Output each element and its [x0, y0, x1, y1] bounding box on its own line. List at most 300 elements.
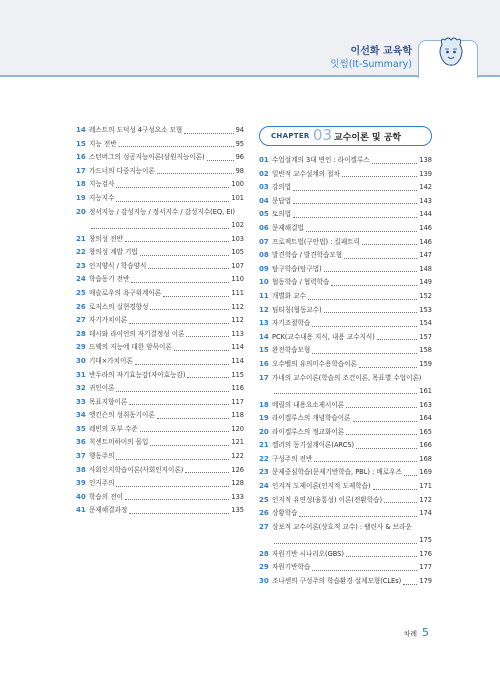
toc-number: 35 [76, 424, 86, 433]
leader-dots [353, 421, 418, 422]
leader-dots [140, 431, 230, 432]
toc-entry[interactable] [259, 575, 432, 589]
toc-entry[interactable] [76, 301, 244, 315]
toc-title: 학습동기 전반 [89, 275, 130, 284]
toc-page: 128 [231, 479, 244, 488]
leader-dots [274, 543, 417, 544]
toc-page: 146 [419, 223, 432, 232]
toc-entry[interactable] [76, 206, 244, 233]
toc-title: 스턴버그의 성공지능이론(삼원지능이론) [89, 153, 205, 162]
toc-page: 114 [231, 343, 244, 352]
toc-entry[interactable] [259, 331, 432, 345]
toc-entry[interactable] [76, 436, 244, 450]
leader-dots [293, 217, 417, 218]
toc-number: 06 [259, 223, 269, 232]
toc-entry[interactable] [259, 304, 432, 318]
toc-entry[interactable] [259, 208, 432, 222]
toc-entry[interactable] [76, 165, 244, 179]
toc-entry[interactable] [259, 480, 432, 494]
toc-entry[interactable] [259, 344, 432, 358]
leader-dots [185, 472, 229, 473]
leader-dots [129, 323, 229, 324]
toc-entry[interactable] [76, 178, 244, 192]
toc-entry[interactable] [76, 423, 244, 437]
leader-dots [116, 187, 229, 188]
toc-number: 16 [259, 359, 269, 368]
toc-entry[interactable] [76, 369, 244, 383]
toc-title: 레빈의 포부 수준 [89, 424, 138, 433]
chapter-number: 03 [313, 126, 333, 144]
toc-number: 30 [76, 356, 86, 365]
toc-entry[interactable] [76, 396, 244, 410]
toc-page: 110 [231, 275, 244, 284]
toc-entry[interactable] [259, 168, 432, 182]
toc-page: 112 [231, 316, 244, 325]
toc-page: 139 [419, 169, 432, 178]
toc-number: 38 [76, 465, 86, 474]
leader-dots [362, 244, 417, 245]
toc-entry[interactable] [259, 154, 432, 168]
toc-entry[interactable] [259, 399, 432, 413]
toc-page: 176 [419, 549, 432, 558]
toc-entry[interactable] [76, 260, 244, 274]
leader-dots [129, 513, 229, 514]
leader-dots [186, 336, 229, 337]
toc-entry[interactable] [76, 409, 244, 423]
toc-page: 94 [235, 126, 244, 134]
toc-entry[interactable] [76, 233, 244, 247]
leader-dots [403, 584, 417, 585]
toc-number: 10 [259, 278, 269, 287]
toc-number: 36 [76, 438, 86, 447]
toc-title: 탐구학습(탐구법) [272, 264, 322, 273]
leader-dots [135, 364, 230, 365]
leader-dots [346, 556, 418, 557]
toc-title: 라이겔루스의 개념학습이론 [272, 414, 351, 423]
toc-title: 칙센트미하이의 몰입 [89, 438, 149, 447]
leader-dots [342, 176, 418, 177]
toc-entry[interactable] [259, 358, 432, 372]
toc-number: 20 [259, 427, 269, 436]
toc-number: 09 [259, 264, 269, 273]
toc-left-column [76, 124, 244, 518]
toc-number: 24 [259, 482, 269, 491]
chapter-heading [259, 126, 432, 146]
toc-title: 완전학습모형 [272, 346, 311, 355]
leader-dots [299, 516, 417, 517]
toc-number: 39 [76, 479, 86, 488]
toc-page: 165 [419, 427, 432, 436]
toc-number: 18 [259, 400, 269, 409]
toc-entry[interactable] [76, 314, 244, 328]
toc-entry[interactable] [76, 355, 244, 369]
toc-title: 행동주의 [89, 452, 115, 461]
leader-dots [163, 296, 229, 297]
toc-number: 34 [76, 411, 86, 420]
leader-dots [324, 312, 418, 313]
toc-number: 07 [259, 237, 269, 246]
toc-number: 23 [76, 261, 86, 270]
toc-number: 25 [76, 288, 86, 297]
toc-entry[interactable] [259, 439, 432, 453]
toc-page: 149 [419, 278, 432, 287]
toc-entry[interactable] [76, 151, 244, 165]
toc-entry[interactable] [259, 466, 432, 480]
toc-title: 지능지수 [89, 193, 115, 202]
toc-title: 인지적 유연성(융통성) 이론(전환학습) [272, 495, 383, 504]
leader-dots [314, 461, 417, 462]
toc-title: 수업설계의 3대 변인 : 라이겔루스 [272, 156, 370, 164]
leader-dots [116, 459, 229, 460]
toc-page: 179 [419, 577, 432, 586]
toc-number: 18 [76, 180, 86, 189]
toc-page: 105 [231, 248, 244, 257]
toc-title: 메릴의 내용요소제시이론 [272, 400, 345, 409]
toc-number: 17 [76, 166, 86, 175]
leader-dots [140, 255, 230, 256]
toc-page: 174 [419, 509, 432, 518]
toc-page: 161 [419, 386, 432, 395]
leader-dots [148, 268, 229, 269]
toc-page: 121 [231, 438, 244, 447]
toc-page: 147 [419, 251, 432, 260]
leader-dots [359, 367, 418, 368]
toc-title: 문답법 [272, 196, 292, 205]
toc-entry[interactable] [76, 246, 244, 260]
toc-title: 자원기반 시나리오(GBS) [272, 549, 344, 558]
leader-dots [373, 489, 418, 490]
leader-dots [116, 201, 229, 202]
toc-title: 토의법 [272, 210, 292, 219]
toc-page: 103 [231, 234, 244, 243]
leader-dots [184, 133, 233, 134]
toc-page: 120 [231, 424, 244, 433]
toc-title: 개별화 교수 [272, 291, 306, 300]
toc-entry[interactable] [76, 341, 244, 355]
leader-dots [346, 407, 417, 408]
toc-page: 98 [235, 166, 244, 175]
toc-page: 177 [419, 563, 432, 572]
toc-page: 107 [231, 261, 244, 270]
toc-page: 135 [231, 506, 244, 515]
toc-title: 사회인지학습이론(사회인지이론) [89, 465, 184, 474]
toc-title: 팀티칭(협동교수) [272, 305, 322, 314]
toc-number: 16 [76, 153, 86, 162]
toc-entry[interactable] [259, 249, 432, 263]
toc-entry[interactable] [76, 192, 244, 206]
toc-entry[interactable] [259, 521, 432, 548]
toc-entry[interactable] [259, 494, 432, 508]
toc-page: 164 [419, 414, 432, 423]
leader-dots [157, 173, 234, 174]
toc-page: 113 [231, 329, 244, 338]
toc-entry[interactable] [259, 561, 432, 575]
toc-entry[interactable] [259, 222, 432, 236]
leader-dots [306, 231, 418, 232]
leader-dots [384, 502, 417, 503]
toc-number: 29 [259, 563, 269, 572]
toc-number: 33 [76, 397, 86, 406]
toc-number: 29 [76, 343, 86, 352]
toc-number: 05 [259, 210, 269, 219]
toc-number: 04 [259, 196, 269, 205]
toc-page: 146 [419, 237, 432, 246]
toc-page: 175 [419, 536, 432, 545]
toc-entry[interactable] [76, 450, 244, 464]
leader-dots [404, 475, 418, 476]
leader-dots [312, 353, 417, 354]
toc-number: 13 [259, 319, 269, 328]
toc-page: 122 [231, 452, 244, 461]
leader-dots [174, 350, 230, 351]
toc-page: 166 [419, 441, 432, 450]
toc-page: 143 [419, 196, 432, 205]
leader-dots [324, 271, 418, 272]
toc-title: 조나센의 구성주의 학습환경 설계모형(CLEs) [272, 577, 402, 586]
toc-page: 153 [419, 305, 432, 314]
toc-entry[interactable] [76, 287, 244, 301]
toc-title: 매슬로우의 욕구위계이론 [89, 288, 162, 297]
leader-dots [131, 282, 229, 283]
toc-page: 96 [235, 153, 244, 162]
leader-dots [187, 377, 229, 378]
toc-number: 15 [76, 139, 86, 148]
toc-page: 133 [231, 492, 244, 501]
toc-entry[interactable] [259, 372, 432, 399]
toc-page: 118 [231, 411, 244, 420]
toc-title: 강의법 [272, 183, 292, 192]
toc-entry[interactable] [259, 236, 432, 250]
toc-title: 데시와 라이언의 자기결정성 이론 [89, 329, 185, 338]
toc-title: 가드너의 다중지능이론 [89, 166, 155, 175]
toc-title: 발견학습 / 발견학습모형 [272, 251, 343, 260]
toc-page: 169 [419, 468, 432, 477]
toc-title: 자기조절학습 [272, 319, 311, 328]
toc-title: 인지주의 [89, 479, 115, 488]
toc-title: 프로젝트법(구안법) : 킬패트릭 [272, 237, 360, 246]
leader-dots [125, 241, 229, 242]
toc-title: 기대×가치이론 [89, 356, 133, 365]
toc-entry[interactable] [76, 124, 244, 138]
toc-title: 구성주의 전반 [272, 454, 313, 463]
toc-title: 자기가치이론 [89, 316, 128, 325]
toc-number: 26 [259, 509, 269, 518]
toc-number: 41 [76, 506, 86, 515]
leader-dots [344, 258, 417, 259]
mascot-icon [436, 35, 466, 69]
brand-subtitle: 잇썸(It-Summary) [330, 59, 412, 70]
leader-dots [331, 285, 417, 286]
toc-entry[interactable] [259, 276, 432, 290]
toc-entry[interactable] [76, 138, 244, 152]
toc-page: 111 [231, 288, 244, 297]
toc-number: 03 [259, 183, 269, 192]
chapter-title: 교수이론 및 공학 [334, 133, 402, 143]
toc-number: 02 [259, 169, 269, 178]
book-brand [318, 42, 478, 76]
toc-title: 창의성 전반 [89, 234, 123, 243]
toc-title: 자원기반학습 [272, 563, 311, 572]
toc-title: PCK(교수내용 지식, 내용 교수지식) [272, 332, 375, 341]
toc-right-column [259, 154, 432, 589]
toc-number: 25 [259, 495, 269, 504]
toc-title: 문제중심학습(문제기반학습, PBL) : 배로우즈 [272, 468, 402, 477]
toc-number: 27 [76, 316, 86, 325]
toc-number: 14 [76, 126, 86, 134]
leader-dots [372, 163, 418, 164]
toc-title: 인지양식 / 학습양식 [89, 261, 147, 270]
toc-title: 문제해결법 [272, 223, 304, 232]
leader-dots [116, 391, 229, 392]
toc-number: 37 [76, 452, 86, 461]
toc-title: 귀인이론 [89, 384, 115, 393]
toc-number: 17 [259, 373, 269, 382]
toc-page: 168 [419, 454, 432, 463]
toc-entry[interactable] [76, 273, 244, 287]
toc-title: 지능 전반 [89, 139, 117, 148]
toc-entry[interactable] [259, 453, 432, 467]
page-number: 5 [422, 626, 429, 639]
leader-dots [312, 326, 417, 327]
leader-dots [125, 499, 229, 500]
toc-number: 27 [259, 522, 269, 531]
toc-page: 138 [419, 156, 432, 164]
toc-entry[interactable] [76, 477, 244, 491]
leader-dots [116, 486, 229, 487]
toc-page: 126 [231, 465, 244, 474]
toc-title: 일반적 교수설계의 절차 [272, 169, 340, 178]
toc-number: 12 [259, 305, 269, 314]
toc-number: 24 [76, 275, 86, 284]
toc-page: 95 [235, 139, 244, 148]
toc-number: 32 [76, 384, 86, 393]
toc-title: 가네의 교수이론(학습의 조건이론, 목표별 수업이론) [272, 373, 422, 382]
toc-page: 114 [231, 356, 244, 365]
toc-title: 레스트의 도덕성 4구성요소 모형 [89, 126, 183, 134]
toc-page: 159 [419, 359, 432, 368]
toc-title: 로저스의 실현경향성 [89, 302, 149, 311]
toc-title: 켈러의 동기설계이론(ARCS) [272, 441, 355, 450]
toc-entry[interactable] [76, 464, 244, 478]
toc-title: 창의성 계발 기법 [89, 248, 138, 257]
toc-number: 31 [76, 370, 86, 379]
toc-title: 인지적 도제이론(인지적 도제학습) [272, 482, 371, 491]
toc-page: 142 [419, 183, 432, 192]
toc-page: 171 [419, 482, 432, 491]
toc-number: 26 [76, 302, 86, 311]
toc-page: 115 [231, 370, 244, 379]
leader-dots [91, 228, 229, 229]
toc-page: 116 [231, 384, 244, 393]
chapter-label: CHAPTER [271, 132, 310, 140]
toc-page: 158 [419, 346, 432, 355]
toc-page: 144 [419, 210, 432, 219]
leader-dots [356, 448, 417, 449]
toc-page: 163 [419, 400, 432, 409]
toc-number: 28 [259, 549, 269, 558]
toc-number: 40 [76, 492, 86, 501]
toc-entry[interactable] [259, 290, 432, 304]
toc-number: 11 [259, 291, 269, 300]
brand-title: 이선화 교육학 [350, 46, 412, 57]
toc-entry[interactable] [259, 426, 432, 440]
toc-number: 21 [76, 234, 86, 243]
toc-number: 20 [76, 207, 86, 216]
leader-dots [150, 309, 229, 310]
toc-entry[interactable] [76, 328, 244, 342]
toc-title: 상황학습 [272, 509, 298, 518]
leader-dots [293, 190, 417, 191]
leader-dots [308, 299, 417, 300]
toc-page: 102 [231, 220, 244, 229]
toc-number: 21 [259, 441, 269, 450]
toc-page: 100 [231, 180, 244, 189]
toc-entry[interactable] [76, 491, 244, 505]
toc-page: 112 [231, 302, 244, 311]
leader-dots [129, 404, 229, 405]
toc-title: 드웩의 지능에 대한 암묵이론 [89, 343, 172, 352]
toc-title: 협동학습 / 협력학습 [272, 278, 330, 287]
toc-title: 앳킨슨의 성취동기이론 [89, 411, 155, 420]
toc-number: 01 [259, 156, 269, 164]
toc-number: 22 [76, 248, 86, 257]
leader-dots [293, 203, 417, 204]
toc-entry[interactable] [259, 548, 432, 562]
toc-entry[interactable] [259, 507, 432, 521]
toc-entry[interactable] [259, 317, 432, 331]
leader-dots [377, 339, 418, 340]
toc-page: 117 [231, 397, 244, 406]
toc-number: 28 [76, 329, 86, 338]
toc-number: 30 [259, 577, 269, 586]
toc-title: 상보적 교수이론(상호적 교수) : 팰린사 & 브라운 [272, 522, 412, 531]
toc-title: 지능검사 [89, 180, 115, 189]
leader-dots [274, 393, 417, 394]
toc-number: 14 [259, 332, 269, 341]
leader-dots [207, 160, 234, 161]
toc-number: 22 [259, 454, 269, 463]
toc-title: 라이겔루스의 정교화이론 [272, 427, 345, 436]
toc-entry[interactable] [259, 412, 432, 426]
toc-number: 15 [259, 346, 269, 355]
toc-title: 정서지능 / 감성지능 / 정서지수 / 감성지수(EQ, EI) [89, 207, 235, 216]
toc-page: 172 [419, 495, 432, 504]
toc-page: 148 [419, 264, 432, 273]
toc-title: 학습의 전이 [89, 492, 123, 501]
toc-title: 문제해결과정 [89, 506, 128, 515]
leader-dots [157, 418, 230, 419]
toc-page: 152 [419, 291, 432, 300]
toc-page: 101 [231, 193, 244, 202]
page-footer [403, 621, 429, 640]
toc-entry[interactable] [259, 263, 432, 277]
toc-entry[interactable] [259, 181, 432, 195]
toc-entry[interactable] [259, 195, 432, 209]
toc-entry[interactable] [76, 382, 244, 396]
toc-page: 154 [419, 319, 432, 328]
leader-dots [119, 146, 234, 147]
toc-page: 157 [419, 332, 432, 341]
toc-number: 08 [259, 251, 269, 260]
toc-title: 반두라의 자기효능감(자아효능감) [89, 370, 186, 379]
toc-title: 목표지향이론 [89, 397, 128, 406]
toc-entry[interactable] [76, 504, 244, 518]
toc-number: 23 [259, 468, 269, 477]
footer-label: 차례 [403, 630, 417, 638]
toc-number: 19 [76, 193, 86, 202]
toc-number: 19 [259, 414, 269, 423]
leader-dots [312, 570, 417, 571]
